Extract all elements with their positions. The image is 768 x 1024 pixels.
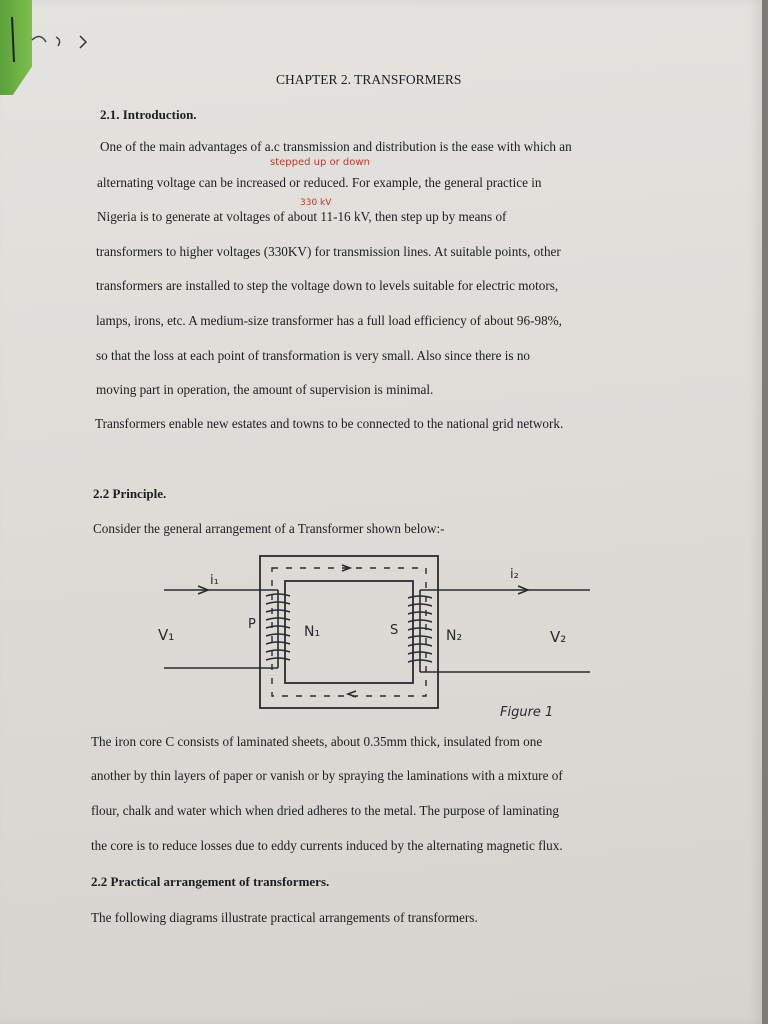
practical-text: The following diagrams illustrate practical arrangements of transformers. [91, 910, 478, 925]
i2-label: i₂ [510, 567, 519, 582]
core-line-4: the core is to reduce losses due to eddy currents induced by the alternating magnetic flux. [91, 838, 563, 853]
section-heading-introduction: 2.1. Introduction. [100, 107, 197, 122]
intro-line-9: Transformers enable new estates and towns to be connected to the national grid network. [95, 416, 564, 431]
intro-line-7: so that the loss at each point of transformation is very small. Also since there is no [96, 348, 531, 363]
intro-line-2: alternating voltage can be increased or reduced. For example, the general practice in [97, 175, 542, 190]
i1-label: i₁ [210, 573, 219, 588]
page-edge [762, 0, 768, 1024]
transformer-diagram [150, 548, 600, 723]
intro-line-4: transformers to higher voltages (330KV) for transmission lines. At suitable points, other [96, 244, 561, 259]
section-heading-practical: 2.2 Practical arrangement of transformers. [91, 874, 330, 889]
iron-core [260, 556, 438, 708]
principle-intro: Consider the general arrangement of a Transformer shown below:- [93, 521, 445, 536]
intro-line-3: Nigeria is to generate at voltages of about 11-16 kV, then step up by means of [97, 209, 507, 224]
intro-line-1: One of the main advantages of a.c transmission and distribution is the ease with which an [100, 139, 572, 154]
flux-arrows [342, 565, 356, 697]
intro-line-8: moving part in operation, the amount of supervision is minimal. [96, 382, 434, 397]
handwritten-annotation-330kv: 330 kV [300, 198, 332, 208]
core-line-1: The iron core C consists of laminated sheets, about 0.35mm thick, insulated from one [91, 734, 543, 749]
figure-caption: Figure 1 [500, 705, 554, 720]
primary-p-label: P [248, 617, 256, 632]
n1-label: N₁ [304, 624, 321, 640]
chapter-title: CHAPTER 2. TRANSFORMERS [276, 72, 462, 87]
pencil-mark-icon [10, 12, 90, 72]
core-line-2: another by thin layers of paper or vanish or by spraying the laminations with a mixture of [91, 768, 563, 783]
intro-line-6: lamps, irons, etc. A medium-size transformer has a full load efficiency of about 96-98%, [96, 313, 562, 328]
n2-label: N₂ [446, 628, 463, 644]
intro-line-5: transformers are installed to step the voltage down to levels suitable for electric motors, [96, 278, 559, 293]
handwritten-annotation-stepped: stepped up or down [270, 157, 370, 168]
core-line-3: flour, chalk and water which when dried adheres to the metal. The purpose of laminating [91, 803, 559, 818]
v1-label: V₁ [158, 626, 175, 644]
v2-label: V₂ [550, 628, 567, 646]
primary-winding [164, 586, 290, 668]
secondary-s-label: S [390, 623, 399, 638]
section-heading-principle: 2.2 Principle. [93, 486, 167, 501]
flux-path [272, 568, 426, 696]
